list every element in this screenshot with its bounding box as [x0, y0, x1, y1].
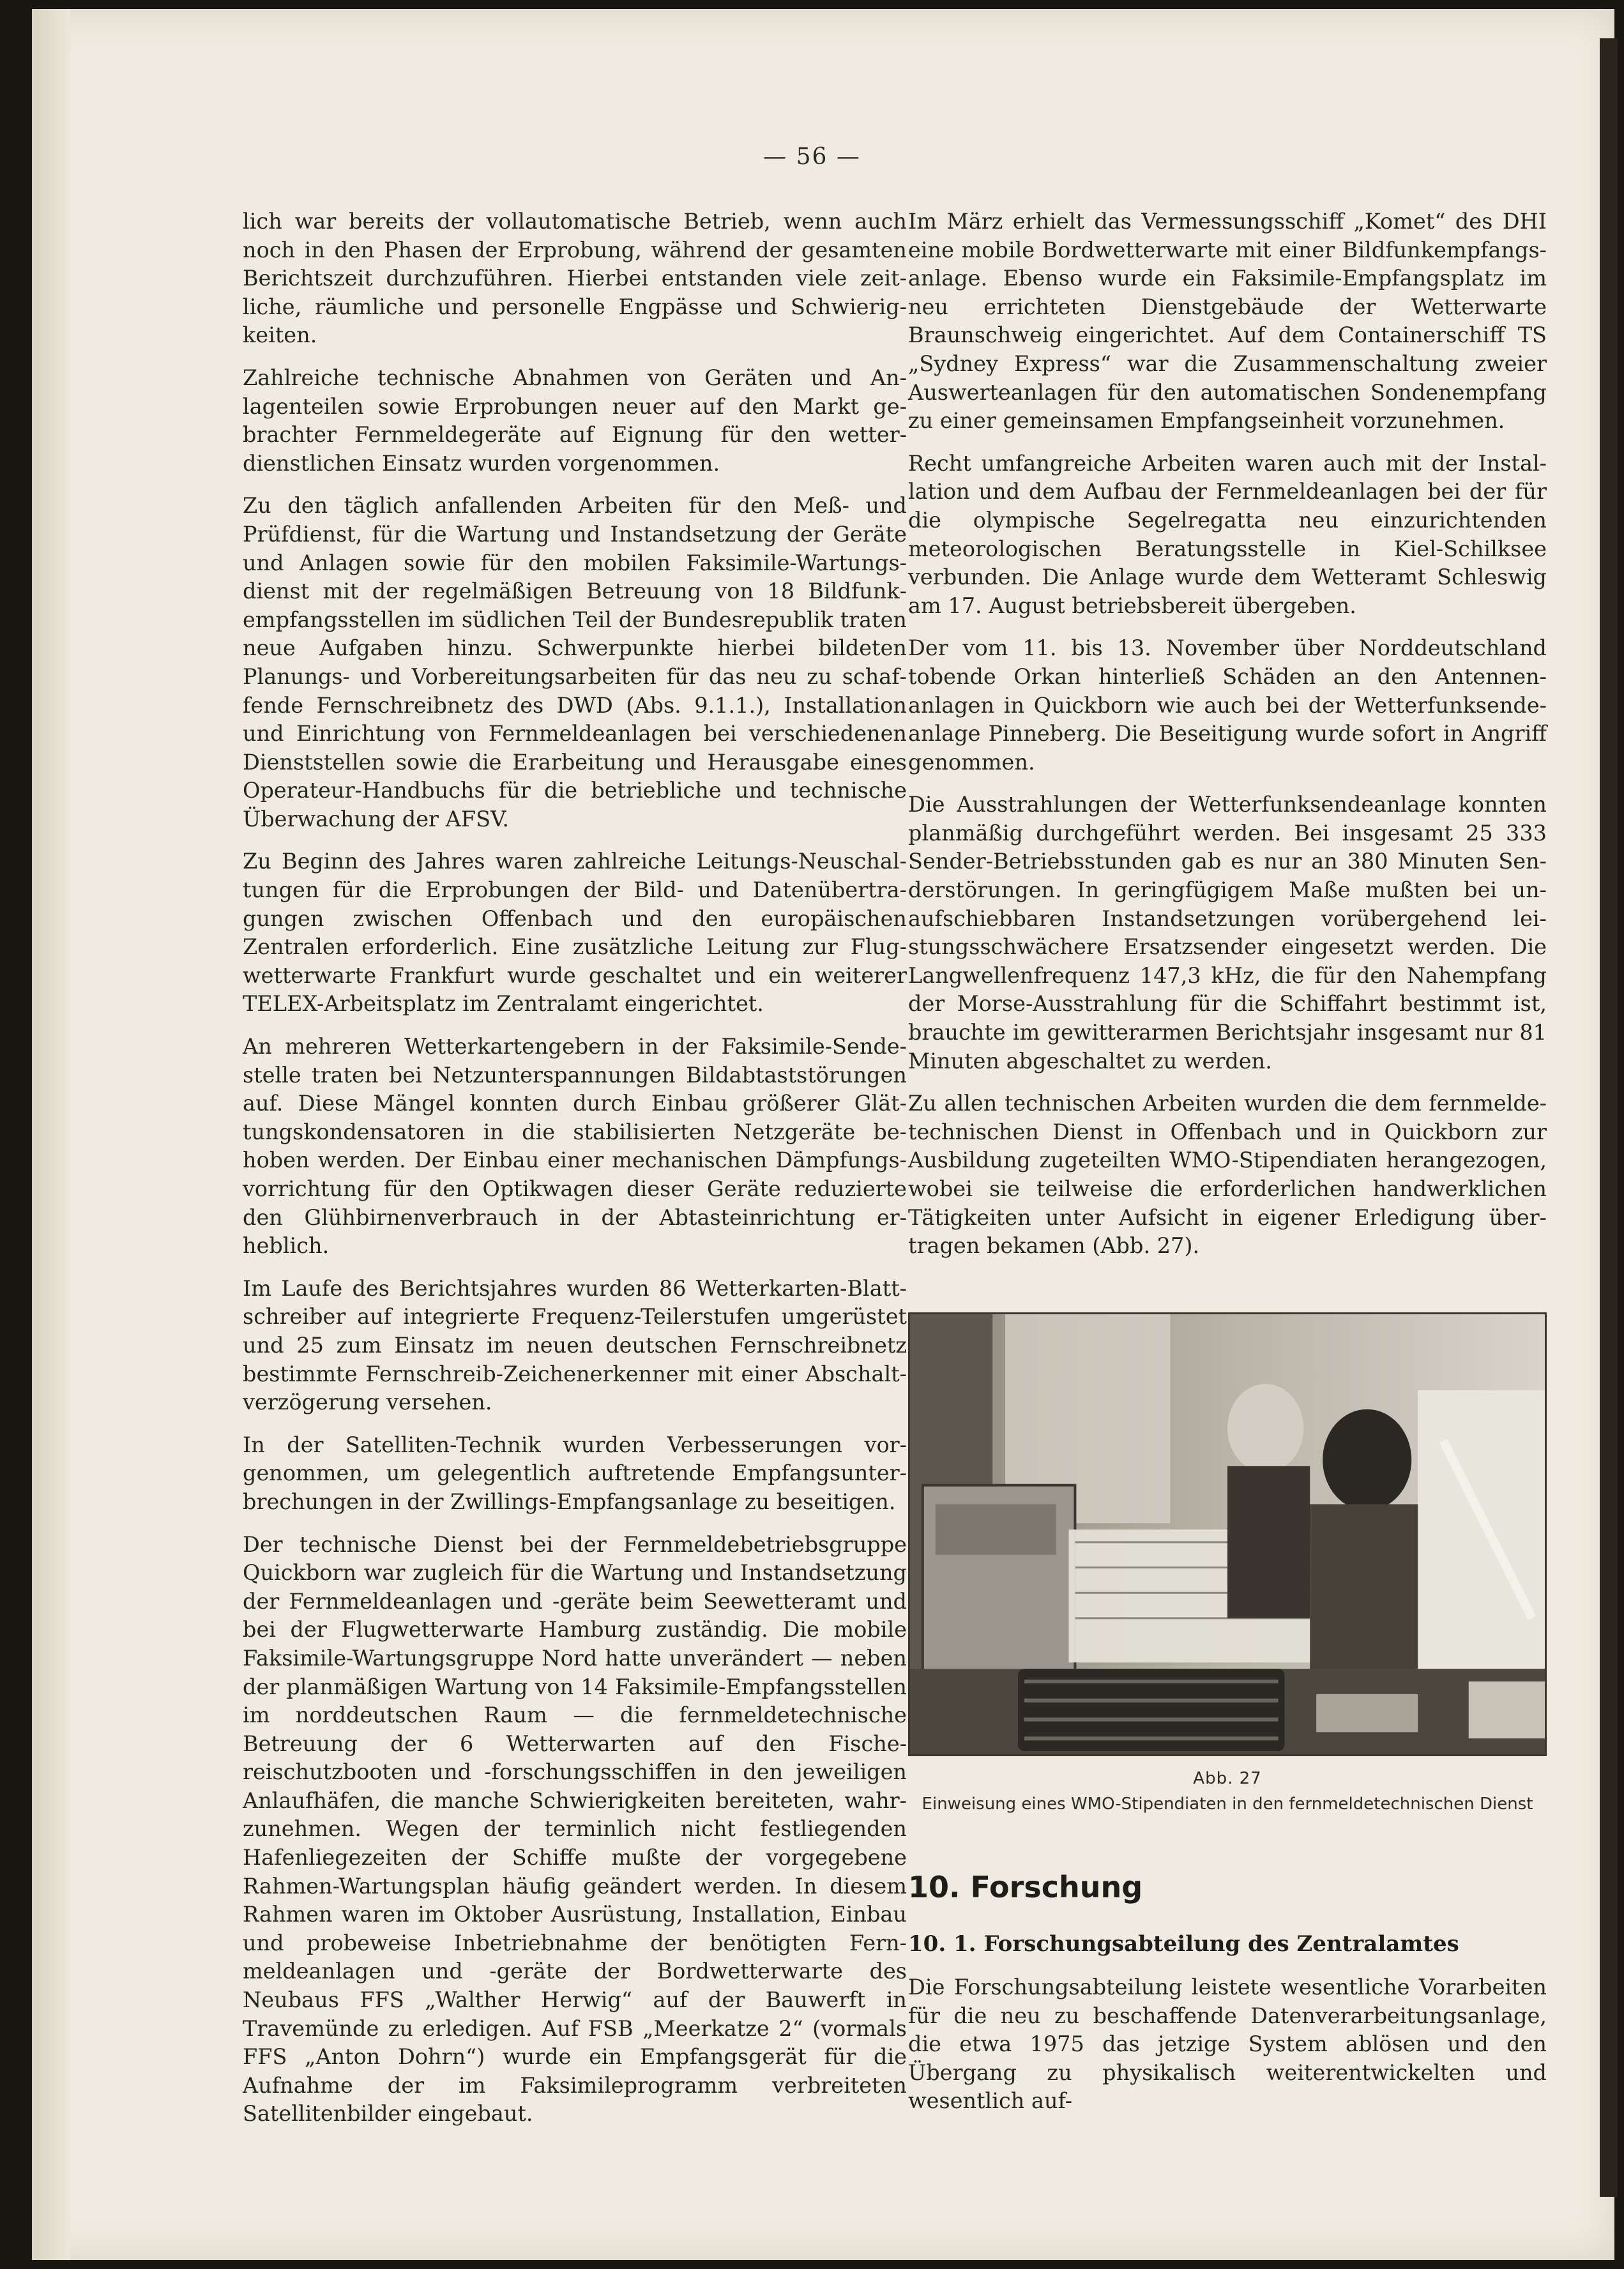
subsection-heading: 10. 1. Forschungsabteilung des Zentralamtes: [908, 1931, 1459, 1957]
page-gutter: [32, 9, 70, 2260]
photo-technicians-at-workbench: [908, 1312, 1547, 1756]
paragraph: Die Forschungsabteilung leistete wesentliche Vorarbeiten für die neu zu beschaffende Datenverarbeitungsanlage, die etwa 1975 das jetzige System ablösen und den Übergang zu physikalisch weiterentwickelten und wesentlich auf-: [908, 1975, 1547, 2114]
paragraph: Zahlreiche technische Abnahmen von Geräten und Anlagenteilen sowie Erprobungen neuer auf den Markt gebrachter Fernmeldegeräte auf Eignung für den wetterdienstlichen Einsatz wurden vorgenommen.: [243, 365, 907, 476]
right-text-column: [908, 208, 1547, 1275]
paragraph: Der vom 11. bis 13. November über Norddeutschland tobende Orkan hinterließ Schäden an den Antennenanlagen in Quickborn wie auch bei der Wetterfunksendeanlage Pinneberg. Die Beseitigung wurde sofort in Angriff genommen.: [908, 635, 1547, 775]
section-text: [908, 1973, 1547, 2116]
paragraph: An mehreren Wetterkartengebern in der Faksimile-Sendestelle traten bei Netzunterspannungen Bildabtaststörungen auf. Diese Mängel konnten durch Einbau größerer Glättungskondensatoren in die stabilisierten Netzgeräte behoben werden. Der Einbau einer mechanischen Dämpfungsvorrichtung für den Optikwagen dieser Geräte reduzierte den Glühbirnenverbrauch in der Abtasteinrichtung erheblich.: [243, 1034, 907, 1259]
figure-label: Abb. 27: [1193, 1769, 1262, 1788]
paragraph: Recht umfangreiche Arbeiten waren auch mit der Installation und dem Aufbau der Fernmeldeanlagen bei der für die olympische Segelregatta neu einzurichtenden meteorologischen Beratungsstelle in Kiel-Schilksee verbunden. Die Anlage wurde dem Wetteramt Schleswig am 17. August betriebsbereit übergeben.: [908, 450, 1547, 618]
paragraph: Der technische Dienst bei der Fernmeldebetriebsgruppe Quickborn war zugleich für die Wartung und Instandsetzung der Fernmeldeanlagen und -geräte beim Seewetteramt und bei der Flugwetterwarte Hamburg zuständig. Die mobile Faksimile-Wartungsgruppe Nord hatte unverändert — neben der planmäßigen Wartung von 14 Faksimile-Empfangsstellen im norddeutschen Raum — die fernmeldetechnische Betreuung der 6 Wetterwarten auf den Fischereischutzbooten und -forschungsschiffen in den jeweiligen Anlaufhäfen, die manche Schwierigkeiten bereiteten, wahrzunehmen. Wegen der terminlich nicht festliegenden Hafenliegezeiten der Schiffe mußte der vorgegebene Rahmen-Wartungsplan häufig geändert werden. In diesem Rahmen waren im Oktober Ausrüstung, Installation, Einbau und probeweise Inbetriebnahme der benötigten Fernmeldeanlagen und -geräte der Bordwetterwarte des Neubaus FFS „Walther Herwig“ auf der Bauwerft in Travemünde zu erledigen. Auf FSB „Meerkatze 2“ (vormals FFS „Anton Dohrn“) wurde ein Empfangsgerät für die Aufnahme der im Faksimileprogramm verbreiteten Satellitenbilder eingebaut.: [243, 1531, 907, 2127]
paragraph: Zu Beginn des Jahres waren zahlreiche Leitungs-Neuschaltungen für die Erprobungen der Bild- und Datenübertragungen zwischen Offenbach und den europäischen Zentralen erforderlich. Eine zusätzliche Leitung zur Flugwetterwarte Frankfurt wurde geschaltet und ein weiterer TELEX-Arbeitsplatz im Zentralamt eingerichtet.: [243, 849, 907, 1017]
paragraph: Zu den täglich anfallenden Arbeiten für den Meß- und Prüfdienst, für die Wartung und Instandsetzung der Geräte und Anlagen sowie für den mobilen Faksimile-Wartungsdienst mit der regelmäßigen Betreuung von 18 Bildfunkempfangsstellen im südlichen Teil der Bundesrepublik traten neue Aufgaben hinzu. Schwerpunkte hierbei bildeten Planungs- und Vorbereitungsarbeiten für das neu zu schaffende Fernschreibnetz des DWD (Abs. 9.1.1.), Installation und Einrichtung von Fernmeldeanlagen bei verschiedenen Dienststellen sowie die Erarbeitung und Herausgabe eines Operateur-Handbuchs für die betriebliche und technische Überwachung der AFSV.: [243, 493, 907, 831]
paragraph: Die Ausstrahlungen der Wetterfunksendeanlage konnten planmäßig durchgeführt werden. Bei insgesamt 25 333 Sender-Betriebsstunden gab es nur an 380 Minuten Senderstörungen. In geringfügigem Maße mußten bei unaufschiebbaren Instandsetzungen vorübergehend leistungsschwächere Ersatzsender eingesetzt werden. Die Langwellenfrequenz 147,3 kHz, die für den Nahempfang der Morse-Ausstrahlung für die Schiffahrt bestimmt ist, brauchte im gewitterarmen Berichtsjahr insgesamt nur 81 Minuten abgeschaltet zu werden.: [908, 792, 1547, 1074]
page-edge-shadow: [1600, 38, 1618, 2197]
paragraph: In der Satelliten-Technik wurden Verbesserungen vorgenommen, um gelegentlich auftretende Empfangsunterbrechungen in der Zwillings-Empfangsanlage zu beseitigen.: [243, 1432, 907, 1514]
paragraph: Im Laufe des Berichtsjahres wurden 86 Wetterkarten-Blattschreiber auf integrierte Frequenz-Teilerstufen umgerüstet und 25 zum Einsatz im neuen deutschen Fernschreibnetz bestimmte Fernschreib-Zeichenerkenner mit einer Abschaltverzögerung versehen.: [243, 1275, 907, 1415]
figure-abb-27: [908, 1312, 1547, 1814]
paragraph: lich war bereits der vollautomatische Betrieb, wenn auch noch in den Phasen der Erprobung, während der gesamten Berichtszeit durchzuführen. Hierbei entstanden viele zeitliche, räumliche und personelle Engpässe und Schwierigkeiten.: [243, 209, 907, 348]
paragraph: Im März erhielt das Vermessungsschiff „Komet“ des DHI eine mobile Bordwetterwarte mit einer Bildfunkempfangsanlage. Ebenso wurde ein Faksimile-Empfangsplatz im neu errichteten Dienstgebäude der Wetterwarte Braunschweig eingerichtet. Auf dem Containerschiff TS „Sydney Express“ war die Zusammenschaltung zweier Auswerteanlagen für den automatischen Sondenempfang zu einer gemeinsamen Empfangseinheit vorzunehmen.: [908, 209, 1547, 434]
figure-caption: Einweisung eines WMO-Stipendiaten in den fernmeldetechnischen Dienst: [922, 1795, 1533, 1814]
photo-illustration: [910, 1314, 1545, 1754]
paragraph: Zu allen technischen Arbeiten wurden die dem fernmeldetechnischen Dienst in Offenbach und in Quickborn zur Ausbildung zugeteilten WMO-Stipendiaten herangezogen, wobei sie teilweise die erforderlichen handwerklichen Tätigkeiten unter Aufsicht in eigener Erledigung übertragen bekamen (Abb. 27).: [908, 1091, 1547, 1259]
page-number: — 56 —: [763, 144, 861, 170]
section-heading: 10. Forschung: [908, 1870, 1143, 1904]
left-text-column: [243, 208, 907, 2143]
